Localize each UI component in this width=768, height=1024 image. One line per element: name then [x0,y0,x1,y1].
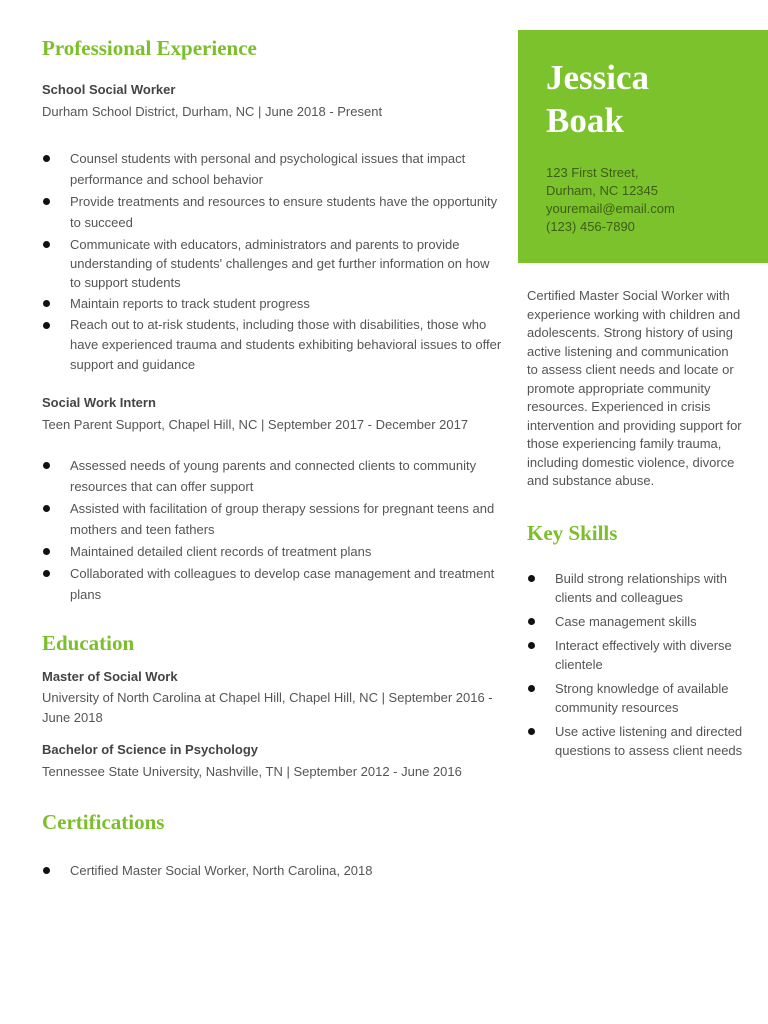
list-item: Assessed needs of young parents and connected clients to community resources that can offer support [42,455,502,497]
bullet-icon [528,642,535,649]
main-column [42,34,502,882]
bullet-icon [43,198,50,205]
school: University of North Carolina at Chapel Hill, Chapel Hill, NC | September 2016 - June 2018 [42,690,493,725]
list-item: Interact effectively with diverse clientele [527,636,752,674]
list-item: Collaborated with colleagues to develop case management and treatment plans [42,563,502,605]
list-item: Use active listening and directed questions to assess client needs [527,722,752,760]
school: Tennessee State University, Nashville, TN | September 2012 - June 2016 [42,764,462,779]
certification-list [42,860,502,881]
list-item: Provide treatments and resources to ensure students have the opportunity to succeed [42,191,502,233]
certifications-heading: Certifications [42,810,165,834]
list-item: Maintained detailed client records of treatment plans [42,541,502,562]
job-subtitle: Teen Parent Support, Chapel Hill, NC | September 2017 - December 2017 [42,417,469,432]
candidate-first-name: Jessica [546,58,650,97]
bullet-icon [43,548,50,555]
bullet-icon [528,618,535,625]
bullet-icon [43,155,50,162]
bullet-icon [43,322,50,329]
experience-heading: Professional Experience [42,36,257,60]
contact-email: youremail@email.com [546,201,675,216]
contact-phone: (123) 456-7890 [546,219,635,234]
contact-street: 123 First Street, [546,165,639,180]
job-title: School Social Worker [42,82,176,97]
education-entry [42,669,502,728]
list-item: Maintain reports to track student progress [42,293,502,314]
list-item: Certified Master Social Worker, North Carolina, 2018 [42,860,502,881]
list-item: Build strong relationships with clients and colleagues [527,569,752,607]
list-item: Counsel students with personal and psychological issues that impact performance and school behavior [42,148,502,190]
bullet-icon [528,685,535,692]
bullet-icon [528,575,535,582]
summary-text: Certified Master Social Worker with experience working with children and adolescents. Strong history of using active listening and communication to assess client needs and locate or promote appropriate community resources. Experienced in crisis intervention and providing support for those experiencing family trauma, including domestic violence, divorce and substance abuse. [527,288,742,488]
name-header [518,30,768,263]
list-item: Communicate with educators, administrators and parents to provide understanding of students' challenges and get further information on how to support students [42,234,502,292]
list-item: Strong knowledge of available community resources [527,679,752,717]
job-title: Social Work Intern [42,395,156,410]
contact-city: Durham, NC 12345 [546,183,658,198]
bullet-icon [43,300,50,307]
bullet-icon [43,570,50,577]
bullet-icon [528,728,535,735]
contact-block [546,164,768,236]
list-item: Reach out to at-risk students, including those with disabilities, those who have experienced trauma and students exhibiting behavioral issues to offer support and guidance [42,315,502,375]
job-bullets [42,148,502,375]
skills-list [527,569,752,760]
education-heading: Education [42,631,135,655]
education-entry [42,742,502,780]
job-1 [42,82,502,375]
skills-heading: Key Skills [527,520,618,545]
bullet-icon [43,505,50,512]
degree: Master of Social Work [42,669,178,684]
sidebar [518,30,768,765]
candidate-last-name: Boak [546,101,624,140]
degree: Bachelor of Science in Psychology [42,742,259,757]
job-bullets [42,455,502,605]
bullet-icon [43,241,50,248]
list-item: Case management skills [527,612,752,631]
job-2 [42,395,502,605]
bullet-icon [43,462,50,469]
list-item: Assisted with facilitation of group therapy sessions for pregnant teens and mothers and teen fathers [42,498,502,540]
bullet-icon [43,867,50,874]
job-subtitle: Durham School District, Durham, NC | June 2018 - Present [42,104,383,119]
